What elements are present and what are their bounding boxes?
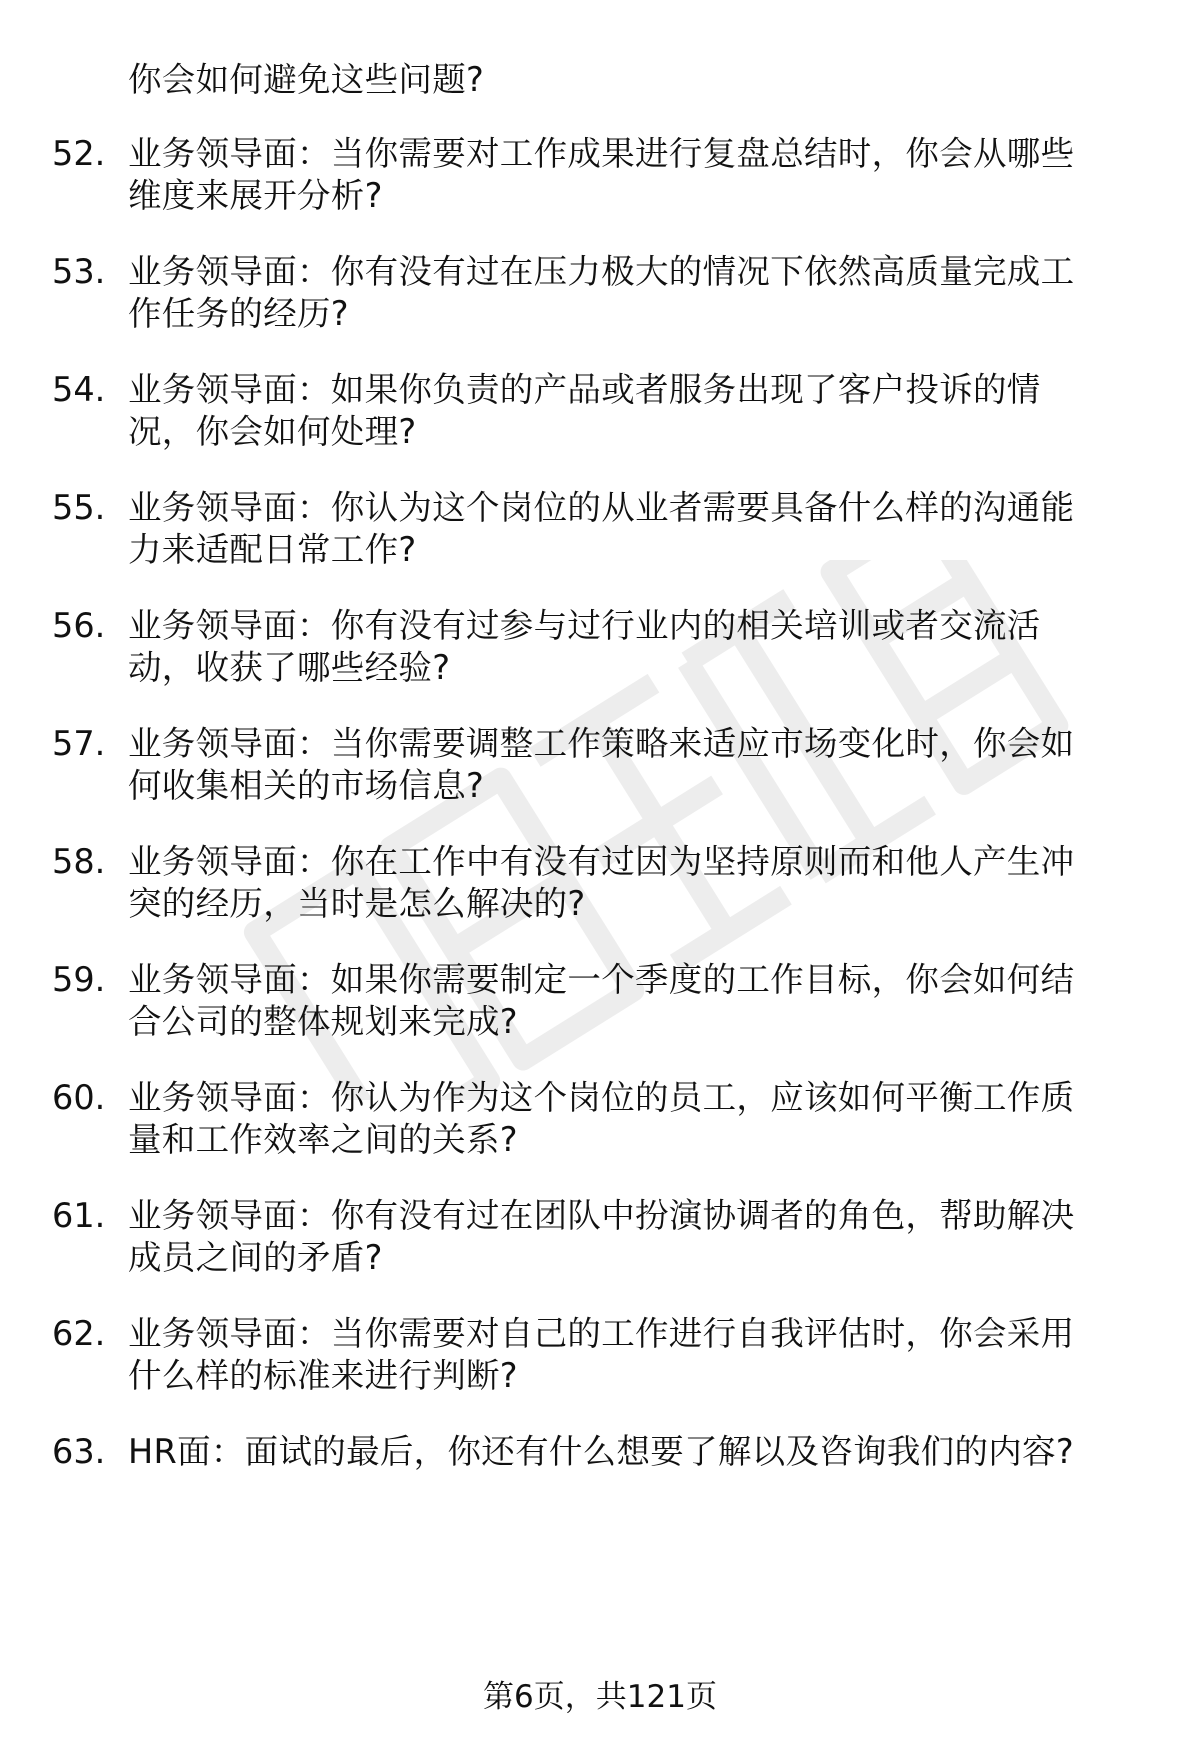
question-text-line1: 业务领导面：你有没有过在团队中扮演协调者的角色，帮助解决 [128,1196,1075,1235]
question-text-line1: 业务领导面：你有没有过参与过行业内的相关培训或者交流活 [128,606,1041,645]
question-number: 60. [52,1078,106,1117]
question-number: 57. [52,724,106,763]
question-text-line1: 业务领导面：当你需要对工作成果进行复盘总结时，你会从哪些 [128,134,1075,173]
question-number: 54. [52,370,106,409]
question-number: 52. [52,134,106,173]
question-text-line1: 业务领导面：你认为这个岗位的从业者需要具备什么样的沟通能 [128,488,1075,527]
page-footer: 第6页，共121页 [483,1679,717,1715]
question-text-line1: HR面：面试的最后，你还有什么想要了解以及咨询我们的内容? [128,1432,1074,1471]
question-number: 62. [52,1314,106,1353]
question-text-line2: 成员之间的矛盾? [128,1238,383,1277]
question-number: 63. [52,1432,106,1471]
question-text-line1: 业务领导面：你认为作为这个岗位的员工，应该如何平衡工作质 [128,1078,1075,1117]
question-number: 61. [52,1196,106,1235]
question-number: 55. [52,488,106,527]
question-text-line2: 何收集相关的市场信息? [128,766,485,805]
question-text-line2: 作任务的经历? [128,294,349,333]
question-text-line2: 合公司的整体规划来完成? [128,1002,518,1041]
question-text-line1: 业务领导面：当你需要对自己的工作进行自我评估时，你会采用 [128,1314,1075,1353]
question-text-line2: 况，你会如何处理? [128,412,417,451]
question-text-line2: 什么样的标准来进行判断? [128,1356,518,1395]
question-text-line1: 业务领导面：你在工作中有没有过因为坚持原则而和他人产生冲 [128,842,1075,881]
question-text-line2: 维度来展开分析? [128,176,383,215]
question-text-line1: 业务领导面：如果你需要制定一个季度的工作目标，你会如何结 [128,960,1075,999]
question-51-continuation: 你会如何避免这些问题? [128,60,485,99]
question-text-line2: 动，收获了哪些经验? [128,648,451,687]
question-text-line2: 突的经历，当时是怎么解决的? [128,884,586,923]
question-number: 56. [52,606,106,645]
question-text-line1: 业务领导面：如果你负责的产品或者服务出现了客户投诉的情 [128,370,1041,409]
question-text-line2: 力来适配日常工作? [128,530,417,569]
question-number: 53. [52,252,106,291]
question-number: 58. [52,842,106,881]
question-number: 59. [52,960,106,999]
question-text-line1: 业务领导面：当你需要调整工作策略来适应市场变化时，你会如 [128,724,1075,763]
question-text-line1: 业务领导面：你有没有过在压力极大的情况下依然高质量完成工 [128,252,1075,291]
question-text-line2: 量和工作效率之间的关系? [128,1120,518,1159]
